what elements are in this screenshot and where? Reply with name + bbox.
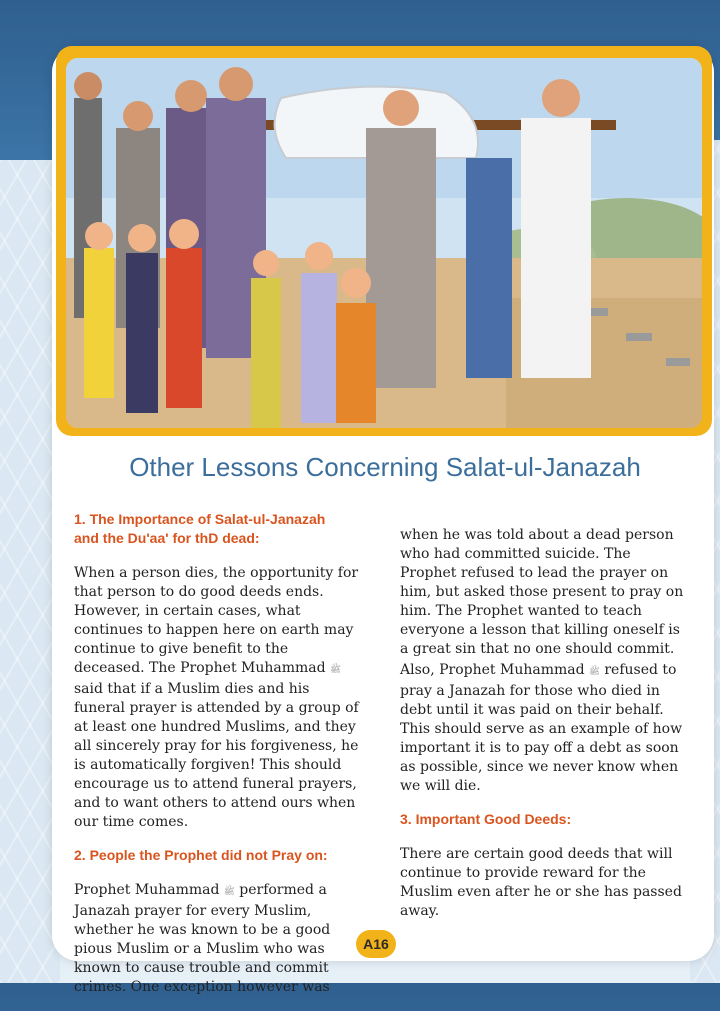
- funeral-procession-illustration: [66, 58, 702, 428]
- section-1-text-a: When a person dies, the opportunity for that person to do good deeds ends. However, in certain cases, what continues to happen here on earth may continue to give benefit to the deceased. The Prophet Muhammad: [74, 565, 359, 676]
- section-3-heading: 3. Important Good Deeds:: [400, 811, 572, 827]
- section-1-text-b: said that if a Muslim dies and his funeral prayer is attended by a group of at least one hundred Muslims, and they all sincerely pray for his forgiveness, he is automatically forgiven! This should encourage us to attend funeral prayers, and to want others to attend ours when our time comes.: [74, 681, 359, 830]
- section-2-text-a: Prophet Muhammad: [74, 882, 220, 898]
- peace-be-upon-him-seal: ﷺ: [330, 665, 341, 675]
- section-1-paragraph: [74, 564, 359, 832]
- section-1-heading-line2: and the Du'aa' for thD dead:: [74, 530, 260, 546]
- section-3-paragraph: There are certain good deeds that will continue to provide reward for the Muslim even after he or she has passed away.: [400, 846, 682, 919]
- left-column: [74, 510, 359, 1011]
- section-2-text-b: performed a Janazah prayer for every Muslim, whether he was known to be a good pious Muslim or a Muslim who was known to cause trouble and commit crimes. One exception however was: [74, 882, 331, 995]
- section-2-heading: 2. People the Prophet did not Pray on:: [74, 847, 328, 863]
- page-title: Other Lessons Concerning Salat-ul-Janazah: [129, 452, 641, 482]
- section-2-paragraph-2: [400, 661, 685, 796]
- right-column: [400, 526, 685, 923]
- peace-be-upon-him-seal: ﷺ: [223, 887, 235, 897]
- section-2-continuation: when he was told about a dead person who had committed suicide. The Prophet refused to lead the prayer on him, but asked those present to pray on him. The Prophet wanted to teach everyone a lesson that killing oneself is a great sin that no one should commit.: [400, 527, 684, 657]
- peace-be-upon-him-seal: ﷺ: [589, 667, 600, 677]
- section-1-heading: [74, 510, 359, 548]
- section-2-paragraph: [74, 881, 359, 997]
- decorative-pattern-left: [0, 160, 60, 983]
- section-1-heading-line1: 1. The Importance of Salat-ul-Janazah: [74, 511, 326, 527]
- section-2-p2-text-b: refused to pray a Janazah for those who died in debt until it was paid on their behalf. This should serve as an example of how important it is to pay off a debt as soon as possible, since we never know when we will die.: [400, 662, 683, 794]
- page-number-badge: A16: [356, 930, 396, 958]
- section-2-p2-text-a: Also, Prophet Muhammad: [400, 662, 585, 678]
